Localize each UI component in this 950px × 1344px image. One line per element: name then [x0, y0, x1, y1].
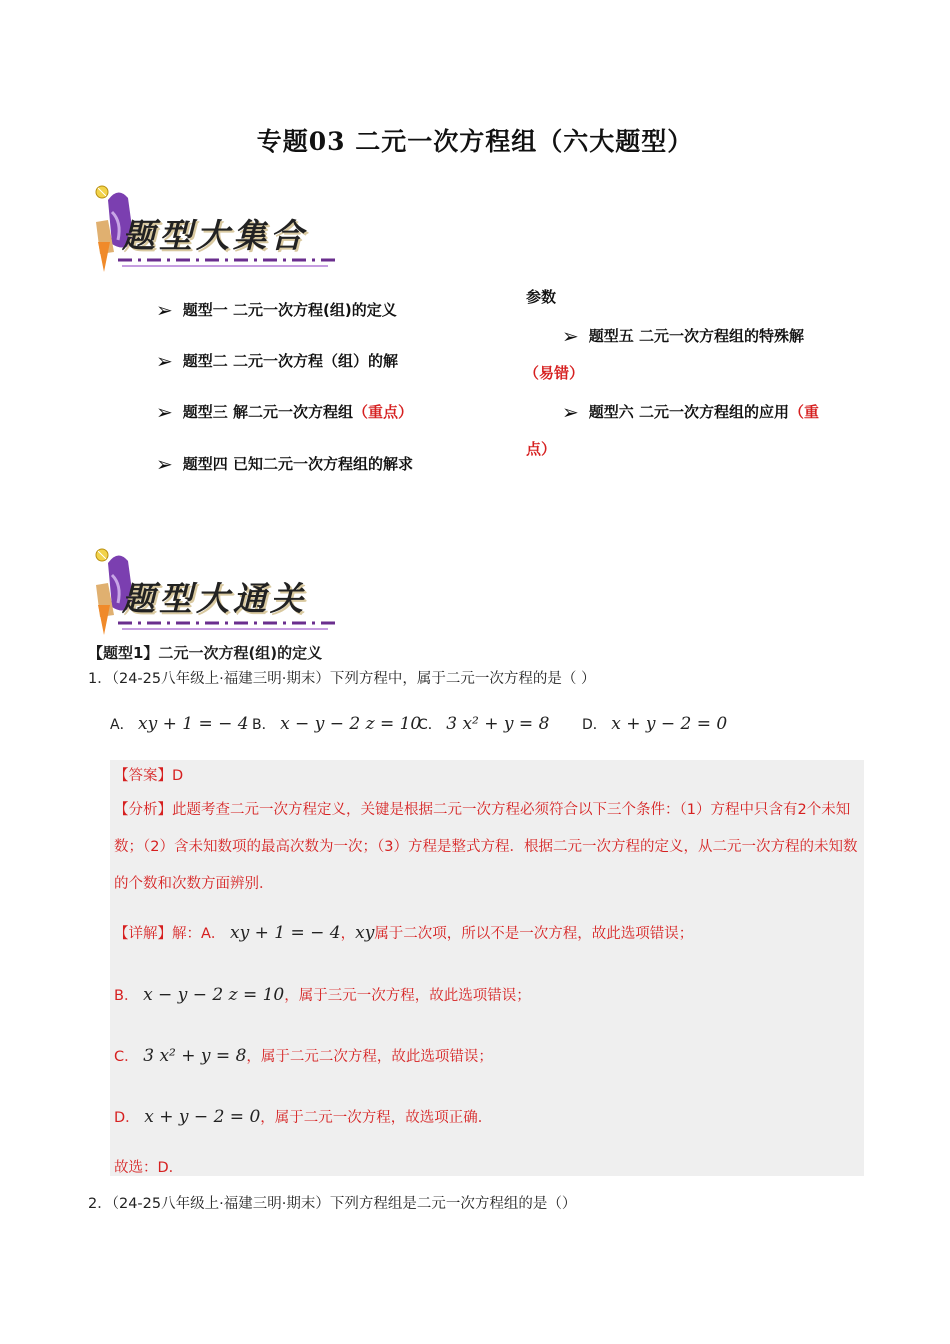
option-c[interactable]: C． 3 x² + y = 8 — [418, 714, 550, 734]
question-2: 2．（24-25八年级上·福建三明·期末）下列方程组是二元一次方程组的是（） — [88, 1196, 577, 1212]
arrow-icon: ➢ — [562, 324, 579, 348]
detail-c: C． 3 x² + y = 8，属于二元二次方程，故此选项错误； — [114, 1046, 493, 1066]
option-b[interactable]: B． x − y − 2 z = 10 — [252, 714, 422, 734]
detail-b: B． x − y − 2 z = 10，属于三元一次方程，故此选项错误； — [114, 985, 531, 1005]
toc-item-4-overflow: 参数 — [526, 288, 557, 306]
detail-a: 【详解】解：A． xy + 1 = − 4，xy属于二次项，所以不是一次方程，故此选项错误； — [114, 923, 694, 943]
arrow-icon: ➢ — [562, 400, 579, 424]
key-point-tag: （重 — [789, 403, 820, 421]
toc-item-6[interactable]: ➢ 题型六 二元一次方程组的应用（重 — [562, 400, 820, 424]
analysis-text: 【分析】此题考查二元一次方程定义，关键是根据二元一次方程必须符合以下三个条件：（1）方程中只含有2个未知数；（2）含未知数项的最高次数为一次；（3）方程是整式方程．根据二元一次方程的定义，从二元一次方程的未知数的个数和次数方面辨别． — [114, 802, 858, 892]
option-d[interactable]: D． x + y − 2 = 0 — [582, 714, 728, 734]
conclusion: 故选：D． — [114, 1160, 184, 1176]
arrow-icon: ➢ — [156, 298, 173, 322]
question-1: 1．（24-25八年级上·福建三明·期末）下列方程中，属于二元一次方程的是（ ） — [88, 671, 596, 687]
toc-item-3[interactable]: ➢ 题型三 解二元一次方程组（重点） — [156, 400, 414, 424]
toc-item-1[interactable]: ➢ 题型一 二元一次方程(组)的定义 — [156, 298, 397, 322]
answer-label: 【答案】D — [114, 768, 184, 784]
banner-title: 题型大通关 — [122, 579, 307, 618]
key-point-tag: （重点） — [353, 403, 414, 421]
toc-item-2[interactable]: ➢ 题型二 二元一次方程（组）的解 — [156, 349, 398, 373]
toc-item-5[interactable]: ➢ 题型五 二元一次方程组的特殊解 — [562, 324, 804, 348]
error-prone-tag: （易错） — [524, 364, 585, 382]
key-point-tag-wrap: 点） — [526, 440, 557, 458]
section-heading: 【题型1】二元一次方程(组)的定义 — [88, 644, 323, 662]
arrow-icon: ➢ — [156, 349, 173, 373]
detail-d: D． x + y − 2 = 0，属于二元一次方程，故选项正确． — [114, 1107, 493, 1127]
banner-question-types — [88, 182, 348, 282]
arrow-icon: ➢ — [156, 452, 173, 476]
banner-title: 题型大集合 — [122, 216, 307, 255]
page-title: 专题03 二元一次方程组（六大题型） — [256, 127, 694, 156]
option-a[interactable]: A． xy + 1 = − 4 — [110, 714, 249, 734]
arrow-icon: ➢ — [156, 400, 173, 424]
banner-question-practice — [88, 545, 348, 645]
toc-item-4[interactable]: ➢ 题型四 已知二元一次方程组的解求 — [156, 452, 413, 476]
